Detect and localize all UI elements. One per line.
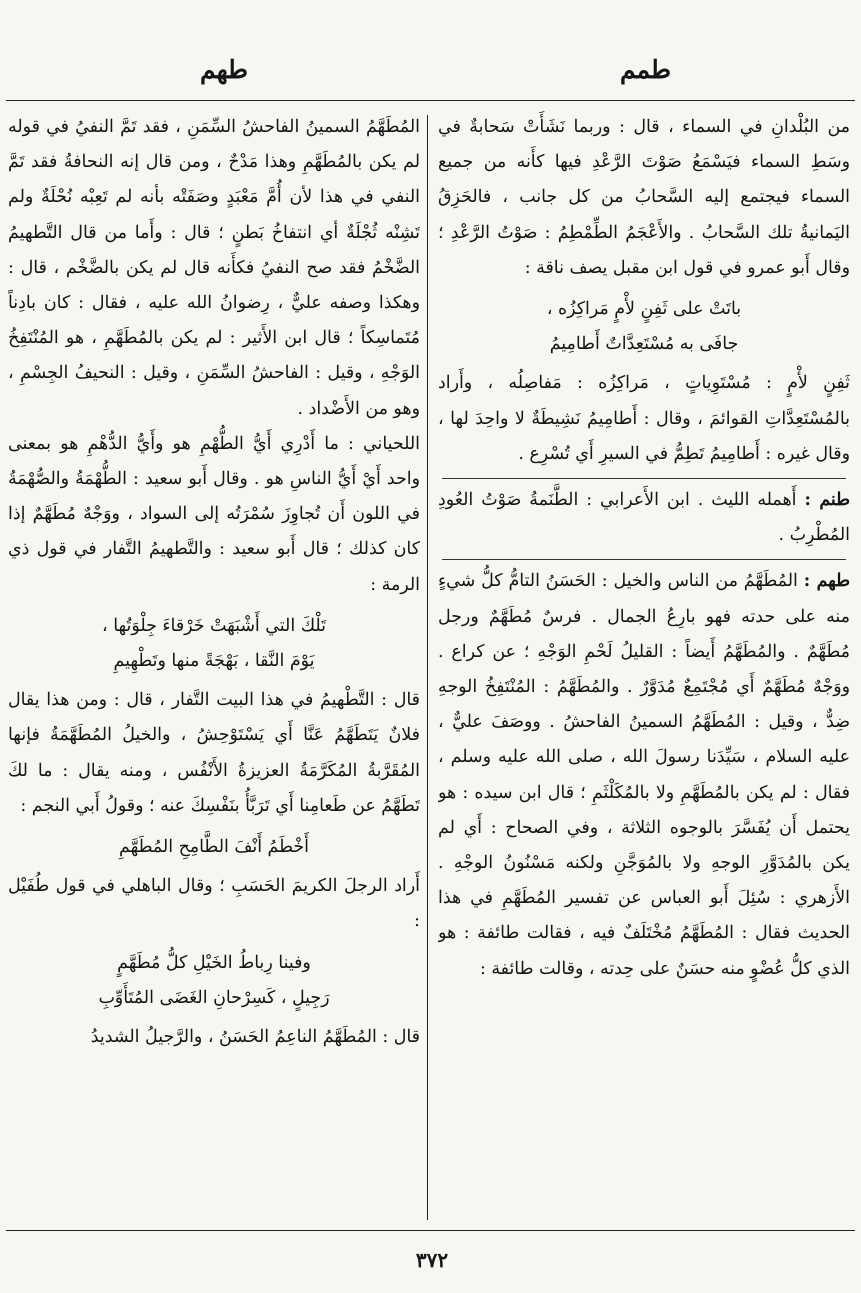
right-column xyxy=(438,110,850,1225)
verse xyxy=(438,292,850,362)
running-head-right: طمم xyxy=(620,55,671,84)
verse-line: باتَتْ على ثَفِنٍ لأْمٍ مَراكِزُه ، xyxy=(546,299,742,320)
entry-text: أَهمله الليث . ابن الأَعرابي : الطَّنَمةُ صَوْتُ العُودِ المُطْرِبُ . xyxy=(438,490,850,546)
column-separator xyxy=(427,115,428,1220)
verse-line: جافَى به مُسْتَعِدَّاتٌ أَطامِيمُ xyxy=(549,334,739,355)
paragraph: المُطَهَّمُ السمينُ الفاحشُ السِّمَنِ ، فقد تَمَّ النفيُ في قوله لم يكن بالمُطَهَّمِ وهذا مَدْحٌ ، ومن قال إنه النحافةُ فقد تَمَّ النفي في هذا لأن أُمَّ مَعْبَدٍ وصَفَتْه بأنه لم تَعِبْه نُحْلَةٌ ولم تَشِنْه ثُجْلَةٌ أي انتفاخُ بَطنٍ ؛ قال : وأَما من قال التَّطهيمُ الضَّخْمُ فقد صح النفيُ فكأَنه قال لم يكن بالضَّخْم ، قال : وهكذا وصفه عليٌّ ، رِضوانُ الله عليه ، فقال : كان بادِناً مُتَماسِكاً ؛ قال ابن الأَثير : لم يكن بالمُطَهَّمِ ، هو المُنْتَفِخُ الوَجْهِ ، وقيل : الفاحشُ السِّمَنِ ، وقيل : النحيفُ الجِسْمِ ، وهو من الأَضْداد . xyxy=(8,117,420,419)
left-column xyxy=(8,110,420,1225)
page-header xyxy=(0,55,861,95)
paragraph: قال : التَّطْهيمُ في هذا البيت التَّفار ، قال : ومن هذا يقال فلانٌ يَتَطَهَّمُ عَنَّا أَي يَسْتَوْحِشُ ، والخيلُ المُطَهَّمَةُ فإنها المُقَرَّبةُ المُكَرَّمَةُ العزيزةُ الأَنْفُس ، ومنه يقال : ما لكَ تَطَهَّمُ عن طَعامِنا أَي تَرَبَّأُ بنَفْسِكَ عنه ؛ وقولُ أَبي النجم : xyxy=(8,690,420,816)
paragraph: اللحياني : ما أَدْرِي أَيُّ الطُّهْمِ هو وأَيُّ الدُّهْمِ هو بمعنى واحد أَيْ أَيُّ الناسِ هو . وقال أَبو سعيد : الطُّهْمَةُ والصُّهْمَةُ في اللون أَن تُجاوِزَ سُمْرَتُه إلى السواد ، ووَجْهٌ مُطَهَّمٌ إذا كان كذلك ؛ قال أَبو سعيد : والتَّطهيمُ التَّفار في قول ذي الرمة : xyxy=(8,433,420,595)
entry-divider xyxy=(442,478,846,479)
paragraph: من البُلْدانِ في السماء ، قال : وربما نَشَأَتْ سَحابةٌ في وسَطِ السماء فيَسْمَعُ صَوْتَ الرَّعْدِ فيها كأَنه من جميع السماء فيجتمع إليه السَّحابُ من كل جانب ، فالحَزِقُ اليَمانيةُ تلك السَّحابُ . والأَعْجَمُ الطِّمْطِمُ : صَوْتُ الرَّعْدِ ؛ وقال أَبو عمرو في قول ابن مقبل يصف ناقة : xyxy=(438,117,850,278)
paragraph: أَراد الرجلَ الكريمَ الحَسَبِ ؛ وقال الباهلي في قول طُفَيْل : xyxy=(8,876,420,932)
page-number: ٣٧٢ xyxy=(415,1248,449,1272)
entry-headword: طهم : xyxy=(803,571,850,592)
dictionary-entry xyxy=(438,564,850,986)
running-head-left: طهم xyxy=(200,55,249,84)
verse-line: رَجِيلٍ ، كَسِرْحانِ الغَضَى المُتَأَوِّبِ xyxy=(98,987,330,1008)
verse-line: يَوْمَ النَّقا ، بَهْجَةً منها وتَطْهِيمِ xyxy=(113,651,315,672)
paragraph: ثَفِنٍ لأْمٍ : مُسْتَوِياتٍ ، مَراكِزُه : مَفاصِلُه ، وأَراد بالمُسْتَعِدَّاتِ القوائمَ ، وقال : أَطامِيمُ نَشِيطَةٌ لا واحِدَ لها ، وقال غيره : أَطامِيمُ تَطِمُّ في السيرِ أَي تُسْرِع . xyxy=(438,373,850,464)
dictionary-entry xyxy=(438,483,850,553)
header-rule xyxy=(6,100,855,101)
entry-divider xyxy=(442,559,846,560)
verse-line: أَخْطَمُ أَنْفَ الطَّامِحِ المُطَهَّمِ xyxy=(119,837,309,858)
verse-line: تَلْكَ التي أَشْبَهَتْ خَرْقاءَ جِلْوَتُها ، xyxy=(102,615,326,636)
verse xyxy=(8,946,420,1016)
footer-rule xyxy=(6,1230,855,1231)
verse-line: وفينا رِباطُ الخَيْلِ كلُّ مُطَهَّمٍ xyxy=(117,952,311,973)
verse xyxy=(8,609,420,679)
paragraph: قال : المُطَهَّمُ الناعِمُ الحَسَنُ ، والرَّجيلُ الشديدُ xyxy=(90,1027,420,1048)
entry-text: المُطَهَّمُ من الناس والخيل : الحَسَنُ التامُّ كلُّ شيءٍ منه على حدته فهو بارِعُ الجمال . فرسٌ مُطَهَّمٌ ورجل مُطَهَّمٌ . والمُطَهَّمُ أَيضاً : القليلُ لَحْمِ الوَجْهِ ؛ عن كراع . ووَجْهٌ مُطَهَّمٌ أَي مُجْتَمِعٌ مُدَوَّرٌ . والمُطَهَّمُ : المُنْتَفِخُ الوجهِ ضِدٌّ ، وقيل : المُطَهَّمُ السمينُ الفاحشُ . ووصَفَ عليٌّ ، عليه السلام ، سَيِّدَنا رسولَ الله ، صلى الله عليه وسلم ، فقال : لم يكن بالمُطَهَّمِ ولا بالمُكَلْثَمِ ؛ قال ابن سيده : هو يحتمل أَن يُفَسَّرَ بالوجوه الثلاثة ، وفي الصحاح : أَي لم يكن بالمُدَوَّرِ الوجهِ ولا بالمُوَجَّنِ ولكنه مَسْنُونُ الوجْهِ . الأَزهري : سُئِلَ أَبو العباس عن تفسير المُطَهَّمِ في هذا الحديث فقال : المُطَهَّمُ مُخْتَلَفٌ فيه ، فقالت طائفة : هو الذي كلُّ عُضْوٍ منه حسَنٌ على حِدته ، وقالت طائفة : xyxy=(438,571,850,979)
verse xyxy=(8,830,420,865)
entry-headword: طنم : xyxy=(804,490,850,511)
